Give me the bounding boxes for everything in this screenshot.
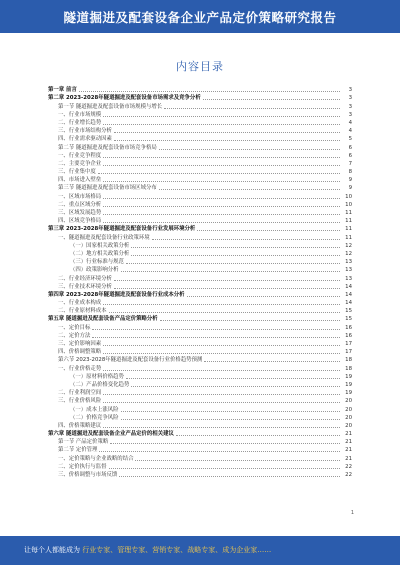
toc-leader-dots bbox=[159, 188, 340, 190]
toc-leader-dots bbox=[103, 401, 340, 403]
toc-entry-page: 13 bbox=[345, 267, 352, 274]
toc-leader-dots bbox=[109, 311, 340, 313]
toc-entry-label: 四、市场进入壁垒 bbox=[58, 177, 102, 184]
toc-entry[interactable] bbox=[48, 86, 352, 94]
toc-heading: 内容目录 bbox=[176, 60, 224, 73]
toc-entry-label: 第三节 隧道掘进及配套设备市场区域分布 bbox=[58, 185, 157, 192]
toc-entry[interactable] bbox=[48, 111, 352, 119]
toc-entry[interactable] bbox=[48, 430, 352, 438]
toc-leader-dots bbox=[187, 295, 340, 297]
toc-entry-label: （二）产品价格变化趋势 bbox=[70, 381, 130, 388]
toc-entry-page: 21 bbox=[345, 431, 352, 438]
toc-leader-dots bbox=[131, 254, 340, 256]
toc-entry-label: （二）价格竞争风险 bbox=[70, 414, 119, 421]
toc-entry-label: 四、行业需求驱动因素 bbox=[58, 136, 112, 143]
toc-entry[interactable] bbox=[48, 225, 352, 233]
toc-entry[interactable] bbox=[48, 233, 352, 241]
toc-leader-dots bbox=[126, 377, 340, 379]
toc-leader-dots bbox=[114, 287, 340, 289]
toc-entry-page: 9 bbox=[348, 185, 352, 192]
page-number: 1 bbox=[350, 510, 354, 516]
toc-entry-page: 11 bbox=[345, 218, 352, 225]
toc-entry[interactable] bbox=[48, 405, 352, 413]
toc-entry-label: 三、区域发展趋势 bbox=[58, 210, 102, 216]
toc-entry-label: （二）地方相关政策分析 bbox=[70, 250, 130, 257]
toc-entry-label: 一、行业成本构成 bbox=[58, 300, 102, 307]
toc-entry[interactable] bbox=[48, 258, 352, 266]
toc-entry[interactable] bbox=[48, 242, 352, 250]
toc-entry-label: 第二章 2023-2028年隧道掘进及配套设备市场需求及竞争分析 bbox=[48, 95, 201, 102]
toc-leader-dots bbox=[103, 123, 340, 125]
toc-entry[interactable] bbox=[48, 307, 352, 315]
toc-entry-page: 15 bbox=[345, 316, 352, 323]
toc-entry-label: 三、行业技术环境分析 bbox=[58, 283, 112, 290]
toc-entry[interactable] bbox=[48, 135, 352, 143]
toc-leader-dots bbox=[103, 221, 340, 223]
toc-entry-page: 13 bbox=[345, 275, 352, 282]
toc-entry-label: 第三章 2023-2028年隧道掘进及配套设备行业发展环境分析 bbox=[48, 226, 196, 233]
toc-leader-dots bbox=[103, 115, 340, 117]
toc-entry-page: 21 bbox=[345, 447, 352, 454]
toc-entry[interactable] bbox=[48, 192, 352, 200]
toc-entry-label: 一、行业竞争程度 bbox=[58, 152, 102, 159]
toc-entry[interactable] bbox=[48, 250, 352, 258]
toc-entry-page: 19 bbox=[345, 373, 352, 380]
toc-leader-dots bbox=[103, 205, 340, 207]
toc-entry-page: 17 bbox=[345, 349, 352, 356]
toc-leader-dots bbox=[103, 369, 340, 371]
toc-leader-dots bbox=[103, 344, 340, 346]
toc-entry[interactable] bbox=[48, 201, 352, 209]
toc-entry-label: 第六节 2023-2028年隧道掘进及配套设备行业价格趋势预测 bbox=[58, 357, 203, 364]
toc-leader-dots bbox=[114, 131, 340, 133]
toc-entry-label: 四、区域竞争格局 bbox=[58, 218, 102, 225]
toc-entry[interactable] bbox=[48, 373, 352, 381]
toc-entry-label: 二、定价方法 bbox=[58, 332, 91, 339]
toc-entry-page: 10 bbox=[345, 201, 352, 208]
toc-entry-page: 18 bbox=[345, 365, 352, 372]
toc-entry[interactable] bbox=[48, 356, 352, 364]
toc-entry[interactable] bbox=[48, 323, 352, 331]
toc-entry-page: 14 bbox=[345, 300, 352, 307]
toc-leader-dots bbox=[152, 238, 340, 240]
toc-entry[interactable] bbox=[48, 127, 352, 135]
toc-entry-label: 二、行业经济环境分析 bbox=[58, 275, 112, 282]
toc-entry[interactable] bbox=[48, 348, 352, 356]
toc-leader-dots bbox=[126, 262, 340, 264]
toc-leader-dots bbox=[114, 279, 340, 281]
toc-entry-page: 12 bbox=[345, 242, 352, 249]
toc-entry[interactable] bbox=[48, 160, 352, 168]
toc-entry[interactable] bbox=[48, 152, 352, 160]
toc-entry-page: 3 bbox=[348, 95, 352, 102]
toc-entry-page: 16 bbox=[345, 324, 352, 331]
toc-entry[interactable] bbox=[48, 102, 352, 110]
toc-entry-page: 4 bbox=[348, 119, 352, 126]
toc-entry-label: 第一节 隧道掘进及配套设备市场规模与增长 bbox=[58, 103, 163, 110]
toc-leader-dots bbox=[109, 467, 340, 469]
toc-entry-label: 一、定价目标 bbox=[58, 324, 91, 331]
toc-entry[interactable] bbox=[48, 446, 352, 454]
toc-entry-page: 16 bbox=[345, 332, 352, 339]
toc-entry-page: 10 bbox=[345, 193, 352, 200]
toc-leader-dots bbox=[98, 172, 340, 174]
toc-entry[interactable] bbox=[48, 364, 352, 372]
toc-entry-page: 20 bbox=[345, 422, 352, 429]
toc-entry-label: 三、行业市场结构分析 bbox=[58, 128, 112, 135]
toc-entry-page: 21 bbox=[345, 455, 352, 462]
toc-entry-page: 12 bbox=[345, 250, 352, 257]
toc-leader-dots bbox=[79, 90, 340, 92]
toc-entry-page: 9 bbox=[348, 177, 352, 184]
toc-leader-dots bbox=[103, 156, 340, 158]
toc-entry-label: 一、行业市场规模 bbox=[58, 111, 102, 118]
toc-entry-page: 19 bbox=[345, 390, 352, 397]
footer-slogan bbox=[24, 545, 271, 555]
toc-entry-label: 第六章 隧道掘进及配套设备企业产品定价的相关建议 bbox=[48, 431, 174, 438]
toc-entry[interactable] bbox=[48, 119, 352, 127]
toc-entry-label: （一）原材料价格趋势 bbox=[70, 373, 124, 380]
toc-entry-page: 21 bbox=[345, 439, 352, 446]
toc-entry-label: 一、定价策略与企业战略的结合 bbox=[58, 455, 134, 462]
toc-entry-page: 11 bbox=[345, 210, 352, 216]
toc-leader-dots bbox=[197, 229, 340, 231]
toc-leader-dots bbox=[160, 319, 340, 321]
toc-entry-page: 22 bbox=[345, 463, 352, 470]
toc-leader-dots bbox=[103, 164, 340, 166]
toc-entry-label: （三）行业标准与规范 bbox=[70, 259, 124, 266]
toc-entry-page: 20 bbox=[345, 414, 352, 421]
toc-entry[interactable] bbox=[48, 315, 352, 323]
toc-leader-dots bbox=[103, 213, 340, 215]
toc-entry-label: 一、区域市场格局 bbox=[58, 193, 102, 200]
toc-entry[interactable] bbox=[48, 397, 352, 405]
toc-entry[interactable] bbox=[48, 340, 352, 348]
toc-entry[interactable] bbox=[48, 266, 352, 274]
toc-entry[interactable] bbox=[48, 143, 352, 151]
toc-entry-page: 18 bbox=[345, 357, 352, 364]
toc-leader-dots bbox=[131, 385, 340, 387]
toc-entry-label: 三、行业价格风险 bbox=[58, 398, 102, 405]
toc-entry[interactable] bbox=[48, 422, 352, 430]
toc-entry-label: 一、行业价格走势 bbox=[58, 365, 102, 372]
toc-entry[interactable] bbox=[48, 463, 352, 471]
toc-leader-dots bbox=[103, 197, 340, 199]
toc-entry-page: 15 bbox=[345, 308, 352, 315]
toc-leader-dots bbox=[92, 328, 340, 330]
toc-leader-dots bbox=[204, 360, 340, 362]
toc-entry-label: 二、重点区域分析 bbox=[58, 201, 102, 208]
toc-entry-page: 17 bbox=[345, 341, 352, 347]
toc-entry-label: （一）成本上涨风险 bbox=[70, 406, 119, 413]
footer-slogan-highlight: 行业专家、管理专家、营销专家、战略专家、成为企业家…… bbox=[82, 546, 272, 554]
footer-slogan-prefix: 让每个人都能成为 bbox=[24, 546, 80, 554]
toc-entry[interactable] bbox=[48, 332, 352, 340]
toc-entry-page: 11 bbox=[345, 234, 352, 241]
toc-entry-page: 20 bbox=[345, 406, 352, 413]
toc-entry[interactable] bbox=[48, 283, 352, 291]
footer-bar bbox=[0, 536, 400, 565]
toc-entry-page: 7 bbox=[348, 160, 352, 167]
toc-leader-dots bbox=[131, 246, 340, 248]
toc-entry-label: （一）国家相关政策分析 bbox=[70, 242, 130, 249]
toc-leader-dots bbox=[135, 459, 340, 461]
report-header-bar bbox=[0, 0, 400, 33]
toc-leader-dots bbox=[121, 270, 340, 272]
toc-entry-label: 第五章 隧道掘进及配套设备产品定价策略分析 bbox=[48, 316, 158, 323]
toc-entry-page: 6 bbox=[348, 144, 352, 151]
toc-entry-label: 二、行业增长趋势 bbox=[58, 119, 102, 126]
toc-entry-label: 第四章 2023-2028年隧道掘进及配套设备行业成本分析 bbox=[48, 291, 185, 298]
toc-leader-dots bbox=[103, 352, 340, 354]
toc-entry-page: 5 bbox=[348, 136, 352, 143]
toc-entry-label: 四、价格策略建议 bbox=[58, 422, 102, 429]
toc-entry-label: 四、价格调整策略 bbox=[58, 349, 102, 356]
toc-entry[interactable] bbox=[48, 176, 352, 184]
toc-entry-label: 第一节 产品定价策略 bbox=[58, 439, 109, 446]
toc-entry-page: 20 bbox=[345, 398, 352, 405]
toc-entry[interactable] bbox=[48, 184, 352, 192]
toc-leader-dots bbox=[103, 426, 340, 428]
toc-leader-dots bbox=[164, 107, 340, 109]
toc-leader-dots bbox=[119, 475, 340, 477]
toc-entry-label: 三、价格调整与市场反馈 bbox=[58, 472, 118, 478]
toc-entry[interactable] bbox=[48, 299, 352, 307]
toc-leader-dots bbox=[114, 139, 340, 141]
toc-entry-label: 第二节 定价管理 bbox=[58, 447, 98, 454]
toc-leader-dots bbox=[159, 148, 340, 150]
table-of-contents bbox=[48, 86, 352, 479]
toc-leader-dots bbox=[121, 410, 340, 412]
toc-entry-label: 二、行业原材料成本 bbox=[58, 308, 107, 315]
toc-entry[interactable] bbox=[48, 438, 352, 446]
toc-entry-page: 14 bbox=[345, 283, 352, 290]
toc-leader-dots bbox=[121, 418, 340, 420]
report-title: 隧道掘进及配套设备企业产品定价策略研究报告 bbox=[63, 10, 337, 25]
toc-entry-label: 三、行业集中度 bbox=[58, 169, 96, 176]
toc-entry[interactable] bbox=[48, 217, 352, 225]
toc-leader-dots bbox=[103, 303, 340, 305]
toc-entry-page: 14 bbox=[345, 291, 352, 298]
toc-leader-dots bbox=[99, 450, 340, 452]
toc-entry-page: 19 bbox=[345, 381, 352, 388]
toc-entry-page: 3 bbox=[348, 111, 352, 118]
toc-entry[interactable] bbox=[48, 471, 352, 479]
toc-leader-dots bbox=[110, 442, 340, 444]
toc-entry-page: 6 bbox=[348, 152, 352, 159]
toc-entry-label: 三、定价影响因素 bbox=[58, 341, 102, 347]
toc-entry-label: 二、行业利润空间 bbox=[58, 390, 102, 397]
toc-leader-dots bbox=[203, 98, 340, 100]
toc-entry[interactable] bbox=[48, 414, 352, 422]
toc-entry-label: 第一章 前言 bbox=[48, 87, 77, 94]
toc-entry[interactable] bbox=[48, 94, 352, 102]
toc-entry-label: 第二节 隧道掘进及配套设备市场竞争格局 bbox=[58, 144, 157, 151]
toc-entry[interactable] bbox=[48, 454, 352, 462]
toc-entry-label: （四）政策影响分析 bbox=[70, 267, 119, 274]
toc-leader-dots bbox=[103, 180, 340, 182]
toc-entry[interactable] bbox=[48, 168, 352, 176]
toc-entry-label: 二、定价执行与监督 bbox=[58, 463, 107, 470]
toc-entry-page: 22 bbox=[345, 472, 352, 478]
toc-leader-dots bbox=[92, 336, 340, 338]
toc-entry[interactable] bbox=[48, 209, 352, 217]
toc-leader-dots bbox=[176, 434, 340, 436]
toc-entry-label: 二、主要竞争企业 bbox=[58, 160, 102, 167]
toc-entry-page: 3 bbox=[348, 87, 352, 94]
toc-entry-page: 8 bbox=[348, 169, 352, 176]
toc-entry-page: 4 bbox=[348, 128, 352, 135]
toc-entry-page: 3 bbox=[348, 103, 352, 110]
toc-entry[interactable] bbox=[48, 274, 352, 282]
toc-entry-page: 13 bbox=[345, 259, 352, 266]
toc-entry-page: 11 bbox=[345, 226, 352, 233]
toc-entry[interactable] bbox=[48, 381, 352, 389]
toc-entry[interactable] bbox=[48, 291, 352, 299]
toc-entry[interactable] bbox=[48, 389, 352, 397]
toc-leader-dots bbox=[103, 393, 340, 395]
toc-entry-label: 一、隧道掘进及配套设备行业政策环境 bbox=[58, 234, 150, 241]
